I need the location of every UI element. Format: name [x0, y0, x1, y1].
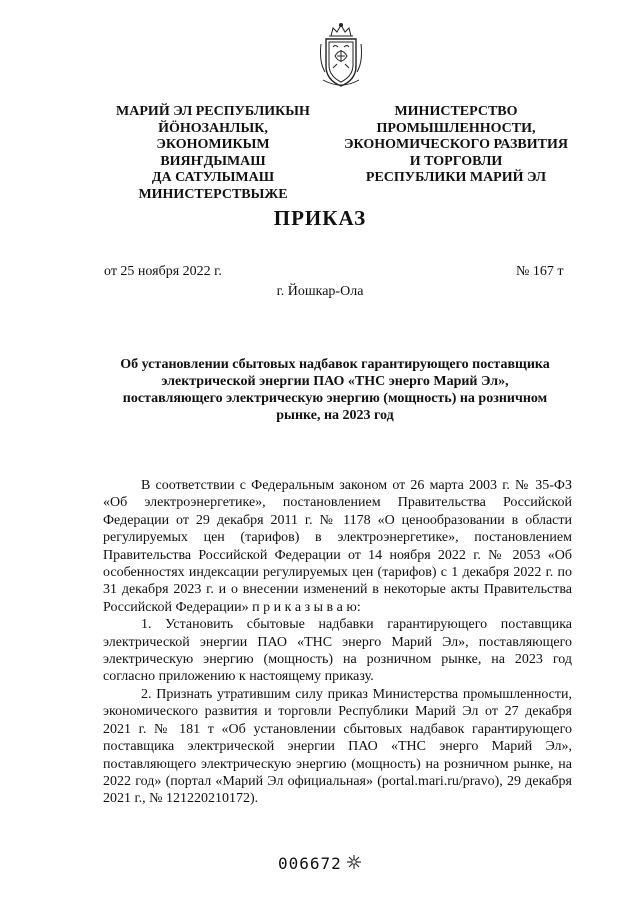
header-left-line: ЙӦНОЗАНЛЫК, ЭКОНОМИКЫМ [156, 120, 270, 152]
header-right-line: ЭКОНОМИЧЕСКОГО РАЗВИТИЯ [344, 137, 568, 152]
header-right [340, 104, 572, 187]
header-left-line: МИНИСТЕРСТВЫЖЕ [138, 186, 288, 202]
header-left [104, 104, 322, 203]
paragraph-preamble: В соответствии с Федеральным законом от 26 марта 2003 г. № 35-ФЗ «Об электроэнергетике», постановлением Правительства Российской Федерации от 29 декабря 2011 г. № 1178 «О ценообразовании в области регулируемых цен (тарифов) в электроэнергетике», постановлением Правительства Российской Федерации от 14 ноября 2022 г. № 2053 «Об особенностях индексации регулируемых цен (тарифов) с 1 декабря 2022 г. по 31 декабря 2023 г. и о внесении изменений в некоторые акты Правительства Российской Федерации» п р и к а з ы в а ю: [103, 478, 572, 615]
header-left-line: ДА САТУЛЫМАШ [151, 170, 275, 185]
document-title: ПРИКАЗ [273, 206, 367, 230]
order-date: от 25 ноября 2022 г. [104, 264, 222, 279]
header-left-line: ВИЯҤДЫМАШ [160, 153, 266, 169]
paragraph-item-1: 1. Установить сбытовые надбавки гарантирующего поставщика электрической энергии ПАО «ТНС энерго Марий Эл», поставляющего электрическую энергию (мощность) на розничном рынке, на 2023 год согласно приложению к настоящему приказу. [103, 617, 572, 685]
paragraph-item-2: 2. Признать утратившим силу приказ Министерства промышленности, экономического развития и торговли Республики Марий Эл от 27 декабря 2021 г. № 181 т «Об установлении сбытовых надбавок гарантирующего поставщика электрической энергии ПАО «ТНС энерго Марий Эл», поставляющего электрическую энергию (мощность) на розничном рынке, на 2022 год» (портал «Марий Эл официальная» (portal.mari.ru/pravo), 29 декабря 2021 г., № 121220210172). [103, 686, 572, 807]
order-subject: Об установлении сбытовых надбавок гарантирующего поставщика электрической энергии ПАО «ТНС энерго Марий Эл», поставляющего электрическую энергию (мощность) на розничном рынке, на 2023 год [120, 357, 550, 423]
header-right-line: РЕСПУБЛИКИ МАРИЙ ЭЛ [365, 170, 547, 185]
header-right-line: И ТОРГОВЛИ [409, 153, 503, 169]
city: г. Йошкар-Ола [276, 284, 364, 299]
order-number: № 167 т [516, 264, 564, 279]
header-right-line: МИНИСТЕРСТВО [394, 104, 518, 119]
serial-number: 006672 [278, 854, 342, 873]
header-right-line: ПРОМЫШЛЕННОСТИ, [376, 120, 536, 136]
asterisk-mark-icon [346, 854, 362, 870]
coat-of-arms-icon [317, 22, 365, 90]
order-body [103, 477, 572, 808]
header-left-line: МАРИЙ ЭЛ РЕСПУБЛИКЫН [116, 104, 310, 119]
